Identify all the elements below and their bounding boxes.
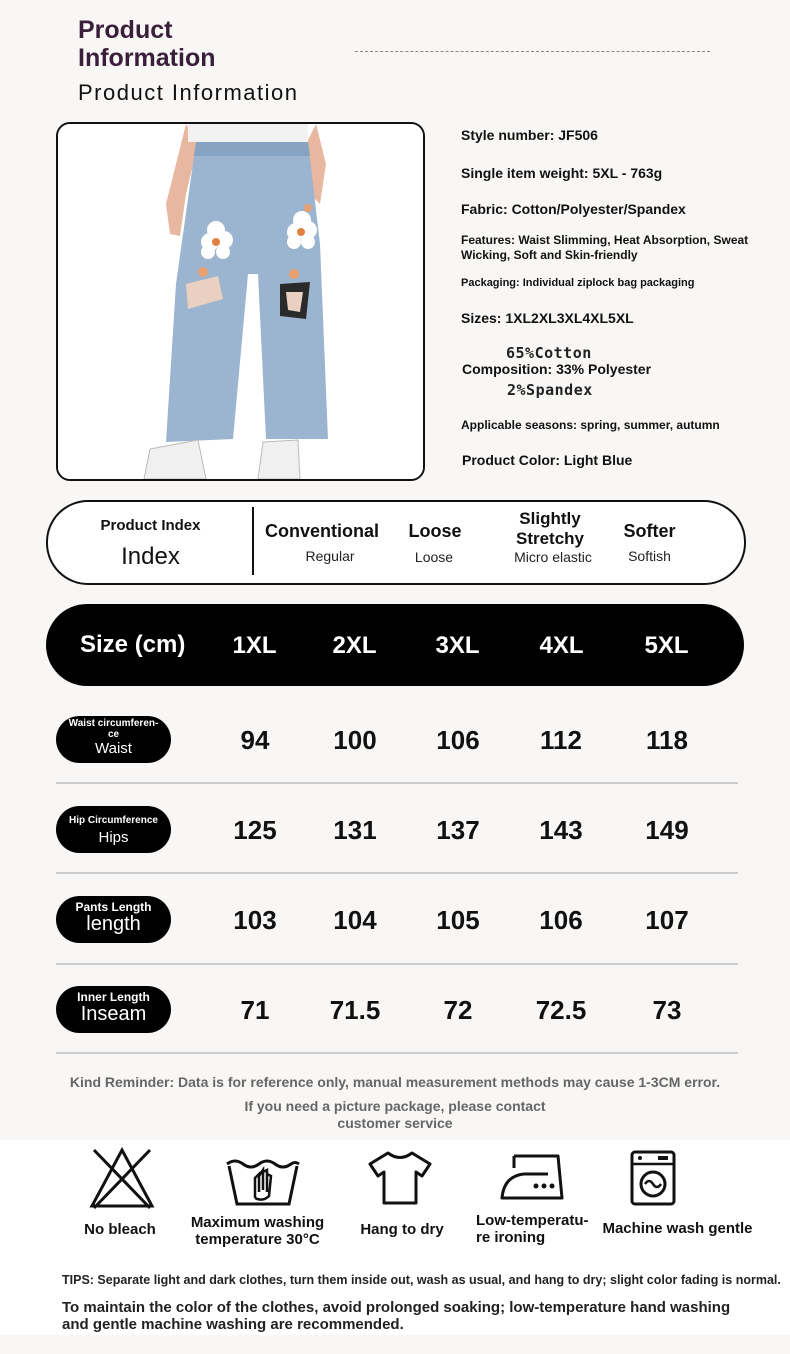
- table-cell: 106: [539, 905, 583, 935]
- row-label-small: Waist circumferen- ce: [68, 718, 159, 740]
- packaging: Packaging: Individual ziplock bag packaging: [461, 277, 695, 289]
- size-column: 4XL: [539, 632, 584, 659]
- table-cell: 71.5: [329, 995, 381, 1025]
- jeans-illustration: [58, 124, 423, 479]
- row-divider: [56, 963, 738, 965]
- product-index-label: Product Index: [100, 517, 201, 534]
- size-header-label: Size (cm): [80, 631, 186, 658]
- row-label-inseam: [56, 986, 171, 1033]
- index-divider: [252, 507, 254, 575]
- product-color: Product Color: Light Blue: [462, 452, 633, 468]
- table-cell: 103: [233, 905, 277, 935]
- table-cell: 71: [240, 995, 270, 1025]
- table-cell: 137: [436, 815, 480, 845]
- index-item-sub: Regular: [305, 548, 355, 564]
- hand-wash-icon: [225, 1148, 301, 1213]
- size-column: 1XL: [232, 632, 277, 659]
- index-item-sub: Loose: [414, 549, 454, 565]
- row-divider: [56, 1052, 738, 1054]
- no-bleach-icon: [88, 1146, 156, 1215]
- row-label-waist: [56, 716, 171, 763]
- row-label-big: Waist: [95, 740, 132, 757]
- dashed-divider: [355, 51, 710, 52]
- table-cell: 106: [436, 725, 480, 755]
- index-item-label: Loose: [408, 521, 462, 541]
- table-cell: 125: [233, 815, 277, 845]
- tips-line: TIPS: Separate light and dark clothes, turn them inside out, wash as usual, and hang to dry; slight color fading is normal.: [62, 1273, 781, 1287]
- washing-machine-icon: [630, 1150, 676, 1211]
- row-label-big: length: [86, 913, 141, 935]
- table-cell: 105: [436, 905, 480, 935]
- care-label: Machine wash gentle: [602, 1220, 753, 1237]
- index-item-label: Softer: [623, 521, 676, 541]
- size-column: 5XL: [644, 632, 689, 659]
- index-item-label: Conventional: [264, 521, 379, 541]
- tips-line: To maintain the color of the clothes, avoid prolonged soaking; low-temperature hand washing and gentle machine washing are recommended.: [62, 1299, 731, 1333]
- kind-reminder: Kind Reminder: Data is for reference only, manual measurement methods may cause 1-3CM error.: [69, 1074, 721, 1090]
- table-cell: 131: [333, 815, 377, 845]
- row-label-big: Hips: [98, 829, 129, 846]
- index-item-sub: Softish: [628, 548, 671, 564]
- sizes: Sizes: 1XL2XL3XL4XL5XL: [461, 310, 634, 326]
- table-cell: 73: [652, 995, 682, 1025]
- row-label-small: Inner Length: [77, 990, 150, 1004]
- contact-note: If you need a picture package, please contact customer service: [244, 1098, 546, 1131]
- index-item-label: Slightly Stretchy: [515, 509, 585, 548]
- size-column: 3XL: [435, 632, 480, 659]
- row-label-hips: [56, 806, 171, 853]
- table-cell: 100: [333, 725, 377, 755]
- page-title: Product Information: [78, 16, 216, 72]
- index-item-sub: Micro elastic: [514, 549, 592, 565]
- fabric: Fabric: Cotton/Polyester/Spandex: [461, 201, 686, 217]
- composition-spandex: 2%Spandex: [507, 381, 593, 399]
- care-label: No bleach: [84, 1221, 156, 1238]
- row-label-length: [56, 896, 171, 943]
- table-cell: 112: [540, 725, 582, 755]
- table-cell: 149: [645, 815, 689, 845]
- iron-icon: [500, 1150, 564, 1209]
- hang-dry-icon: [368, 1150, 432, 1211]
- row-divider: [56, 872, 738, 874]
- table-cell: 118: [646, 725, 688, 755]
- composition: Composition: 33% Polyester: [462, 361, 652, 377]
- table-cell: 107: [645, 905, 689, 935]
- table-cell: 143: [539, 815, 583, 845]
- composition-cotton: 65%Cotton: [506, 344, 592, 362]
- seasons: Applicable seasons: spring, summer, autumn: [461, 418, 720, 432]
- item-weight: Single item weight: 5XL - 763g: [461, 165, 663, 181]
- care-label: Low-temperatu- re ironing: [476, 1212, 589, 1246]
- table-cell: 104: [333, 905, 377, 935]
- row-label-big: Inseam: [80, 1003, 147, 1025]
- size-column: 2XL: [332, 632, 377, 659]
- row-divider: [56, 782, 738, 784]
- row-label-small: Hip Circumference: [69, 815, 158, 826]
- index-label-big: Index: [121, 543, 180, 570]
- care-label: Hang to dry: [360, 1221, 444, 1238]
- features: Features: Waist Slimming, Heat Absorption, Sweat Wicking, Soft and Skin-friendly: [461, 233, 749, 262]
- row-label-small: Pants Length: [75, 900, 152, 914]
- table-cell: 94: [240, 725, 270, 755]
- table-cell: 72: [443, 995, 473, 1025]
- style-number: Style number: JF506: [461, 127, 598, 143]
- care-label: Maximum washing temperature 30°C: [190, 1214, 325, 1248]
- product-photo: [56, 122, 425, 481]
- table-cell: 72.5: [535, 995, 587, 1025]
- page-subtitle: Product Information: [78, 80, 299, 105]
